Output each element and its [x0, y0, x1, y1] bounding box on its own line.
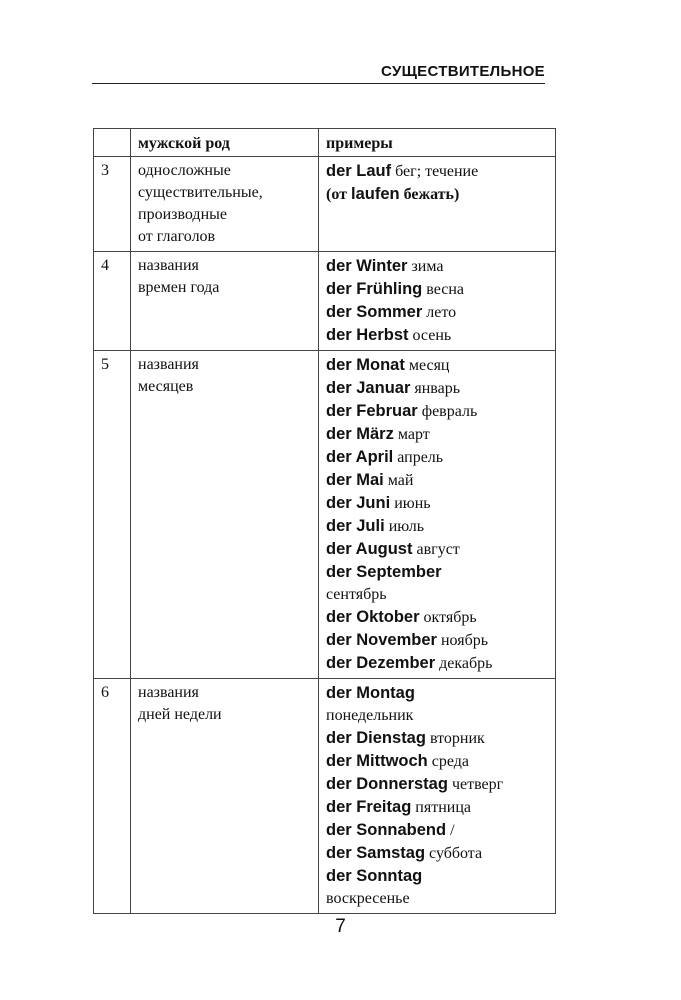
example-line — [326, 377, 549, 400]
german-word: der Juni — [326, 494, 391, 512]
russian-translation: бег; течение — [391, 163, 479, 180]
example-line — [326, 652, 549, 675]
table-row — [94, 252, 556, 351]
russian-translation: июль — [384, 518, 425, 535]
russian-translation: месяц — [404, 357, 450, 374]
german-word: der April — [326, 448, 394, 466]
german-word: der Februar — [326, 402, 418, 420]
row-number: 6 — [94, 679, 131, 914]
example-line — [326, 324, 549, 347]
russian-translation: воскресенье — [326, 890, 410, 907]
german-word: der Dienstag — [326, 729, 426, 747]
russian-translation: / — [446, 822, 455, 839]
column-header-examples: примеры — [319, 129, 556, 157]
russian-translation: ноябрь — [436, 632, 489, 649]
example-line — [326, 819, 549, 842]
russian-translation: осень — [408, 327, 452, 344]
table-row — [94, 157, 556, 252]
example-line — [326, 492, 549, 515]
examples-cell — [319, 252, 556, 351]
german-word: der Sonnabend — [326, 821, 447, 839]
examples-cell — [319, 679, 556, 914]
example-line — [326, 773, 549, 796]
russian-translation: понедельник — [326, 707, 414, 724]
category-cell — [131, 351, 319, 679]
russian-translation: сентябрь — [326, 586, 387, 603]
russian-translation: июнь — [390, 495, 431, 512]
example-line — [326, 538, 549, 561]
german-word: der Donnerstag — [326, 775, 448, 793]
page-number: 7 — [335, 916, 346, 937]
grammar-table — [93, 128, 556, 914]
german-word: der Lauf — [326, 162, 392, 180]
german-word: der Mittwoch — [326, 752, 428, 770]
russian-translation: весна — [422, 281, 464, 298]
example-line — [326, 469, 549, 492]
example-line — [326, 446, 549, 469]
example-line — [326, 183, 549, 206]
examples-cell — [319, 157, 556, 252]
table-header-row — [94, 129, 556, 157]
row-number: 4 — [94, 252, 131, 351]
table-body — [94, 157, 556, 914]
german-word: der Dezember — [326, 654, 436, 672]
german-word: der Samstag — [326, 844, 426, 862]
german-word: der Herbst — [326, 326, 409, 344]
example-line — [326, 750, 549, 773]
column-header-category: мужской род — [131, 129, 319, 157]
german-word: der Montag — [326, 684, 415, 702]
category-line: от глаголов — [138, 228, 216, 245]
category-cell — [131, 679, 319, 914]
example-line — [326, 727, 549, 750]
example-line — [326, 301, 549, 324]
example-line — [326, 888, 549, 910]
example-prefix: (от — [326, 186, 351, 203]
row-number: 3 — [94, 157, 131, 252]
german-word: der Oktober — [326, 608, 420, 626]
example-line — [326, 278, 549, 301]
example-line — [326, 865, 549, 888]
german-word: der Freitag — [326, 798, 412, 816]
russian-translation: май — [383, 472, 414, 489]
russian-translation: октябрь — [419, 609, 477, 626]
example-line — [326, 354, 549, 377]
russian-translation: март — [393, 426, 430, 443]
russian-translation: февраль — [417, 403, 478, 420]
german-word: der Mai — [326, 471, 384, 489]
russian-translation: суббота — [425, 845, 483, 862]
russian-translation: среда — [427, 753, 469, 770]
category-line: односложные — [138, 162, 231, 179]
german-word: der Sommer — [326, 303, 423, 321]
section-title: СУЩЕСТВИТЕЛЬНОЕ — [381, 63, 545, 80]
category-line: существительные, — [138, 184, 263, 201]
german-word: der Januar — [326, 379, 411, 397]
category-line: производные — [138, 206, 227, 223]
example-line — [326, 423, 549, 446]
category-line: названия — [138, 257, 199, 274]
category-cell — [131, 157, 319, 252]
german-word: der Sonntag — [326, 867, 423, 885]
examples-cell — [319, 351, 556, 679]
category-line: дней недели — [138, 706, 222, 723]
russian-translation: август — [412, 541, 460, 558]
russian-translation: январь — [410, 380, 461, 397]
german-word: der August — [326, 540, 413, 558]
example-line — [326, 561, 549, 584]
example-line — [326, 255, 549, 278]
example-line — [326, 629, 549, 652]
category-line: названия — [138, 356, 199, 373]
example-line — [326, 842, 549, 865]
example-line — [326, 160, 549, 183]
german-word: laufen — [350, 185, 400, 203]
category-line: месяцев — [138, 378, 194, 395]
german-word: der Monat — [326, 356, 405, 374]
header-rule — [92, 83, 545, 84]
column-header-number — [94, 129, 131, 157]
category-line: времен года — [138, 279, 220, 296]
table-row — [94, 351, 556, 679]
example-line — [326, 515, 549, 538]
german-word: der Winter — [326, 257, 408, 275]
russian-translation: вторник — [425, 730, 485, 747]
row-number: 5 — [94, 351, 131, 679]
example-line — [326, 796, 549, 819]
german-word: der September — [326, 563, 442, 581]
russian-translation: зима — [407, 258, 444, 275]
german-word: der Juli — [326, 517, 385, 535]
example-line — [326, 400, 549, 423]
russian-translation: бежать) — [399, 186, 460, 203]
table-row — [94, 679, 556, 914]
german-word: der Frühling — [326, 280, 423, 298]
category-line: названия — [138, 684, 199, 701]
german-word: der November — [326, 631, 437, 649]
german-word: der März — [326, 425, 394, 443]
example-line — [326, 682, 549, 705]
example-line — [326, 584, 549, 606]
russian-translation: пятница — [411, 799, 471, 816]
russian-translation: лето — [422, 304, 457, 321]
example-line — [326, 705, 549, 727]
category-cell — [131, 252, 319, 351]
russian-translation: апрель — [393, 449, 444, 466]
russian-translation: декабрь — [435, 655, 493, 672]
russian-translation: четверг — [447, 776, 504, 793]
example-line — [326, 606, 549, 629]
